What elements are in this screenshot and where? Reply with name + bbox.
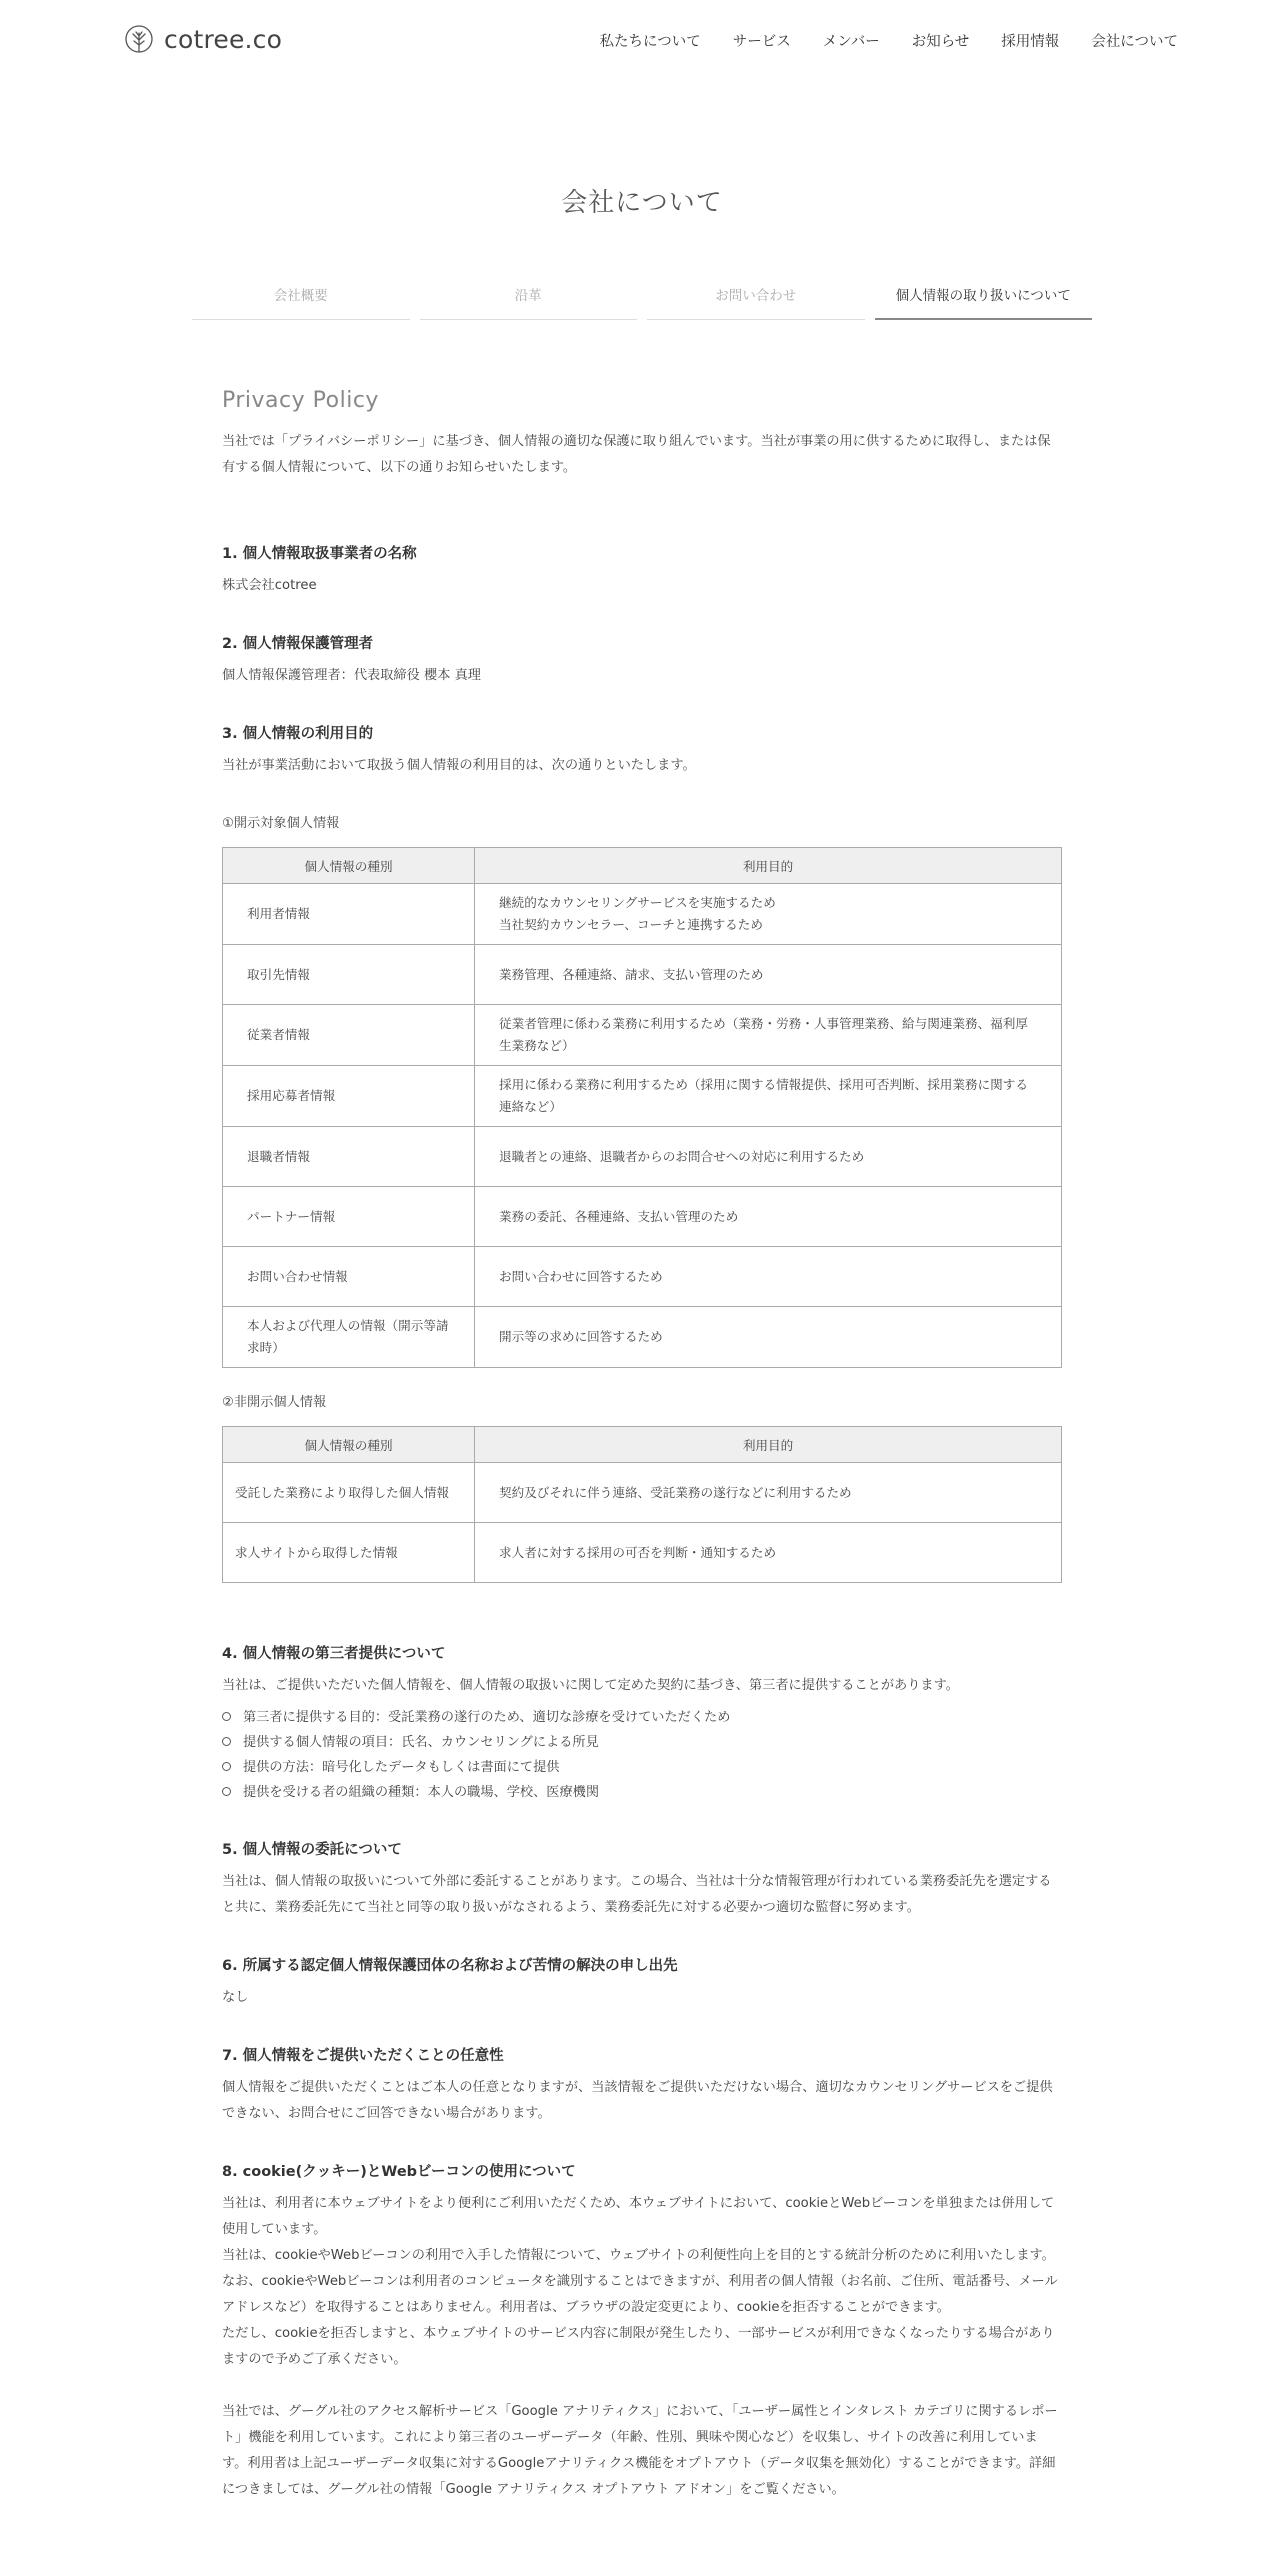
col-purpose-header: 利用目的 [475,848,1062,884]
purpose-cell: 求人者に対する採用の可否を判断・通知するため [475,1523,1062,1583]
section-8-paragraph: 当社では、グーグル社のアクセス解析サービス「Google アナリティクス」において、「ユーザー属性とインタレスト カテゴリに関するレポート」機能を利用しています。これにより第三者のユーザーデータ（年齢、性別、興味や関心など）を収集し、サイトの改善に利用しています。利用者は上記ユーザーデータ収集に対するGoogleアナリティクス機能をオプトアウト（データ収集を無効化）することができます。詳細につきましては、グーグル社の情報「Google アナリティクス オプトアウト アドオン」をご覧ください。 [222,2404,1058,2497]
section-4 [222,1643,1062,1805]
table-row [223,1066,1062,1127]
list-item: 提供の方法：暗号化したデータもしくは書面にて提供 [222,1755,1062,1780]
section-8-paragraph: ただし、cookieを拒否しますと、本ウェブサイトのサービス内容に制限が発生したり、一部サービスが利用できなくなったりする場合がありますので予めご了承ください。 [222,2326,1055,2367]
main-nav [599,30,1178,51]
type-cell: お問い合わせ情報 [223,1247,475,1307]
site-header [0,0,1284,80]
table-header-row [223,1427,1062,1463]
type-cell: 求人サイトから取得した情報 [223,1523,475,1583]
purpose-cell: お問い合わせに回答するため [475,1247,1062,1307]
section-5 [222,1839,1062,1921]
disclosed-label: ①開示対象個人情報 [222,816,340,831]
purpose-cell: 業務管理、各種連絡、請求、支払い管理のため [475,945,1062,1005]
purpose-cell: 退職者との連絡、退職者からのお問合せへの対応に利用するため [475,1127,1062,1187]
tab-contact[interactable]: お問い合わせ [647,284,865,320]
tab-history[interactable]: 沿革 [420,284,638,320]
section-8 [222,2161,1062,2503]
type-cell: 退職者情報 [223,1127,475,1187]
nav-about-us[interactable]: 私たちについて [599,34,701,50]
list-item: 提供を受ける者の組織の種類：本人の職場、学校、医療機関 [222,1780,1062,1805]
tab-company-overview[interactable]: 会社概要 [192,284,410,320]
purpose-cell: 継続的なカウンセリングサービスを実施するため 当社契約カウンセラー、コーチと連携するため [475,884,1062,945]
section-4-body: 当社は、ご提供いただいた個人情報を、個人情報の取扱いに関して定めた契約に基づき、第三者に提供することがあります。 [222,1678,959,1693]
nav-company[interactable]: 会社について [1091,34,1178,50]
nav-recruit[interactable]: 採用情報 [1001,34,1060,50]
purpose-cell: 採用に係わる業務に利用するため（採用に関する情報提供、採用可否判断、採用業務に関する連絡など） [475,1066,1062,1127]
nav-news[interactable]: お知らせ [911,34,970,50]
purpose-cell: 業務の委託、各種連絡、支払い管理のため [475,1187,1062,1247]
logo-text: cotree.co [164,24,283,54]
table-row [223,945,1062,1005]
type-cell: 本人および代理人の情報（開示等請求時） [223,1307,475,1368]
disclosed-table [222,847,1062,1368]
col-type-header: 個人情報の種別 [223,1427,475,1463]
section-6-heading: 6. 所属する認定個人情報保護団体の名称および苦情の解決の申し出先 [222,1958,678,1974]
section-8-heading: 8. cookie(クッキー)とWebビーコンの使用について [222,2164,576,2180]
table-row [223,1463,1062,1523]
section-1 [222,543,1062,599]
section-3 [222,723,1062,1583]
nondisclosed-label: ②非開示個人情報 [222,1395,327,1410]
disclosed-table-body [223,884,1062,1368]
type-cell: 利用者情報 [223,884,475,945]
tab-privacy[interactable]: 個人情報の取り扱いについて [875,284,1093,320]
table-row [223,1307,1062,1368]
nondisclosed-table-body [223,1463,1062,1583]
section-6-body: なし [222,1990,249,2005]
company-tabs [192,284,1092,320]
section-3-heading: 3. 個人情報の利用目的 [222,726,374,742]
section-2-body: 個人情報保護管理者：代表取締役 櫻本 真理 [222,668,481,683]
section-1-body: 株式会社cotree [222,578,317,593]
type-cell: 採用応募者情報 [223,1066,475,1127]
section-8-paragraph: 当社は、cookieやWebビーコンの利用で入手した情報について、ウェブサイトの利便性向上を目的とする統計分析のために利用いたします。 [222,2248,1055,2263]
table-row [223,1127,1062,1187]
section-8-paragraph: 当社は、利用者に本ウェブサイトをより便利にご利用いただくため、本ウェブサイトにおいて、cookieとWebビーコンを単独または併用して使用しています。 [222,2196,1055,2237]
section-7-body: 個人情報をご提供いただくことはご本人の任意となりますが、当該情報をご提供いただけない場合、適切なカウンセリングサービスをご提供できない、お問合せにご回答できない場合があります。 [222,2080,1053,2121]
list-item: 第三者に提供する目的：受託業務の遂行のため、適切な診療を受けていただくため [222,1705,1062,1730]
section-5-body: 当社は、個人情報の取扱いについて外部に委託することがあります。この場合、当社は十分な情報管理が行われている業務委託先を選定すると共に、業務委託先にて当社と同等の取り扱いがなされるよう、業務委託先に対する必要かつ適切な監督に努めます。 [222,1874,1052,1915]
purpose-cell: 従業者管理に係わる業務に利用するため（業務・労務・人事管理業務、給与関連業務、福利厚生業務など） [475,1005,1062,1066]
table-row [223,1247,1062,1307]
col-purpose-header: 利用目的 [475,1427,1062,1463]
section-3-body: 当社が事業活動において取扱う個人情報の利用目的は、次の通りといたします。 [222,758,696,773]
section-1-heading: 1. 個人情報取扱事業者の名称 [222,546,417,562]
nav-service[interactable]: サービス [732,34,791,50]
third-party-list [222,1705,1062,1805]
section-5-heading: 5. 個人情報の委託について [222,1842,402,1858]
section-7-heading: 7. 個人情報をご提供いただくことの任意性 [222,2048,504,2064]
list-item: 提供する個人情報の項目：氏名、カウンセリングによる所見 [222,1730,1062,1755]
table-row [223,884,1062,945]
privacy-policy-title: Privacy Policy [222,388,379,413]
table-row [223,1005,1062,1066]
table-row [223,1187,1062,1247]
privacy-policy-content [222,388,1062,2537]
nav-members[interactable]: メンバー [822,34,880,50]
section-6 [222,1955,1062,2011]
page-title: 会社について [561,188,723,218]
section-2-heading: 2. 個人情報保護管理者 [222,636,374,652]
table-header-row [223,848,1062,884]
cotree-logo-icon [124,24,154,54]
table-row [223,1523,1062,1583]
purpose-cell: 開示等の求めに回答するため [475,1307,1062,1368]
type-cell: 取引先情報 [223,945,475,1005]
nondisclosed-table [222,1426,1062,1583]
section-8-paragraph: なお、cookieやWebビーコンは利用者のコンピュータを識別することはできますが、利用者の個人情報（お名前、ご住所、電話番号、メールアドレスなど）を取得することはありません。利用者は、ブラウザの設定変更により、cookieを拒否することができます。 [222,2274,1058,2315]
type-cell: 受託した業務により取得した個人情報 [223,1463,475,1523]
type-cell: 従業者情報 [223,1005,475,1066]
section-2 [222,633,1062,689]
type-cell: パートナー情報 [223,1187,475,1247]
col-type-header: 個人情報の種別 [223,848,475,884]
policy-intro: 当社では「プライバシーポリシー」に基づき、個人情報の適切な保護に取り組んでいます。当社が事業の用に供するために取得し、または保有する個人情報について、以下の通りお知らせいたします。 [222,434,1051,475]
logo-link[interactable] [124,24,282,54]
section-4-heading: 4. 個人情報の第三者提供について [222,1646,446,1662]
section-7 [222,2045,1062,2127]
purpose-cell: 契約及びそれに伴う連絡、受託業務の遂行などに利用するため [475,1463,1062,1523]
